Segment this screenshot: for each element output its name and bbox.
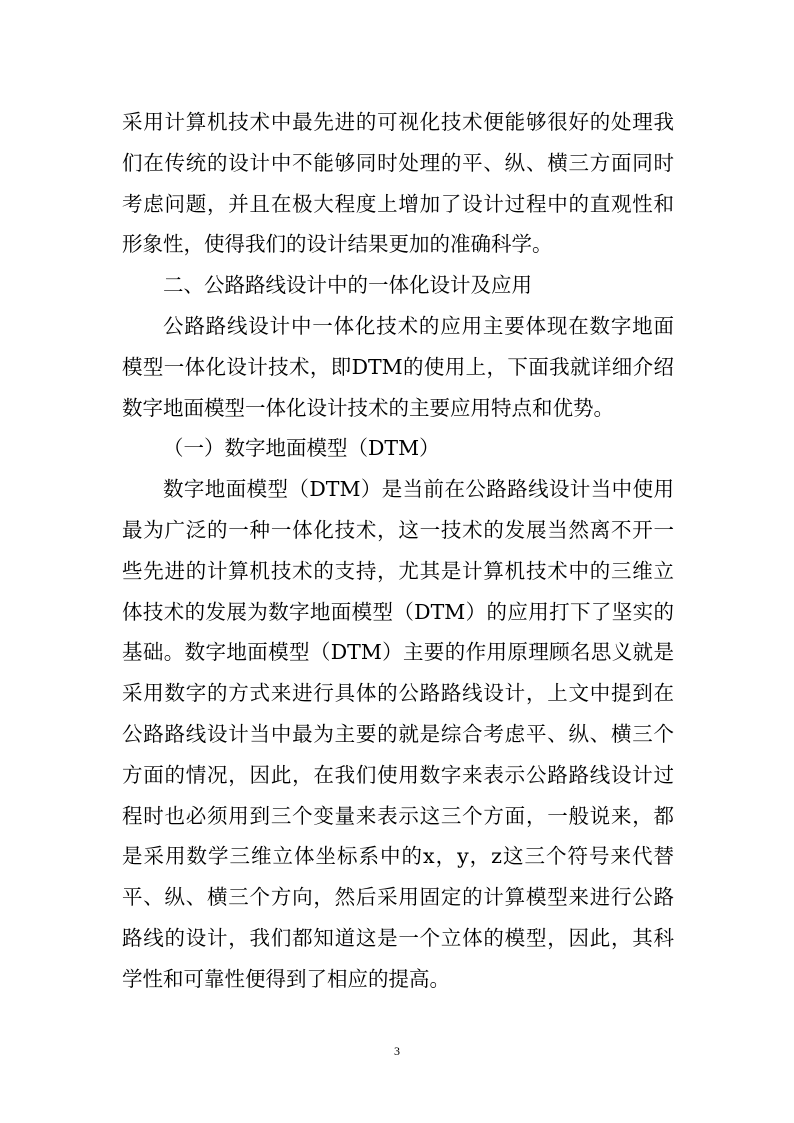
body-text	[122, 102, 674, 1000]
subsection-heading: （一）数字地面模型（DTM）	[163, 436, 440, 461]
paragraph-intro: 公路路线设计中一体化技术的应用主要体现在数字地面模型一体化设计技术，即DTM的使用上，下面我就详细介绍数字地面模型一体化设计技术的主要应用特点和优势。	[122, 313, 674, 420]
section-heading: 二、公路路线设计中的一体化设计及应用	[163, 273, 532, 298]
paragraph-dtm: 数字地面模型（DTM）是当前在公路路线设计当中使用最为广泛的一种一体化技术，这一技术的发展当然离不开一些先进的计算机技术的支持，尤其是计算机技术中的三维立体技术的发展为数字地面模型（DTM）的应用打下了坚实的基础。数字地面模型（DTM）主要的作用原理顾名思义就是采用数字的方式来进行具体的公路路线设计，上文中提到在公路路线设计当中最为主要的就是综合考虑平、纵、横三个方面的情况，因此，在我们使用数字来表示公路路线设计过程时也必须用到三个变量来表示这三个方面，一般说来，都是采用数学三维立体坐标系中的x，y，z这三个符号来代替平、纵、横三个方向，然后采用固定的计算模型来进行公路路线的设计，我们都知道这是一个立体的模型，因此，其科学性和可靠性便得到了相应的提高。	[122, 477, 674, 991]
page-number: 3	[394, 1044, 400, 1058]
paragraph-continuation: 采用计算机技术中最先进的可视化技术便能够很好的处理我们在传统的设计中不能够同时处理的平、纵、横三方面同时考虑问题，并且在极大程度上增加了设计过程中的直观性和形象性，使得我们的设计结果更加的准确科学。	[122, 110, 674, 257]
